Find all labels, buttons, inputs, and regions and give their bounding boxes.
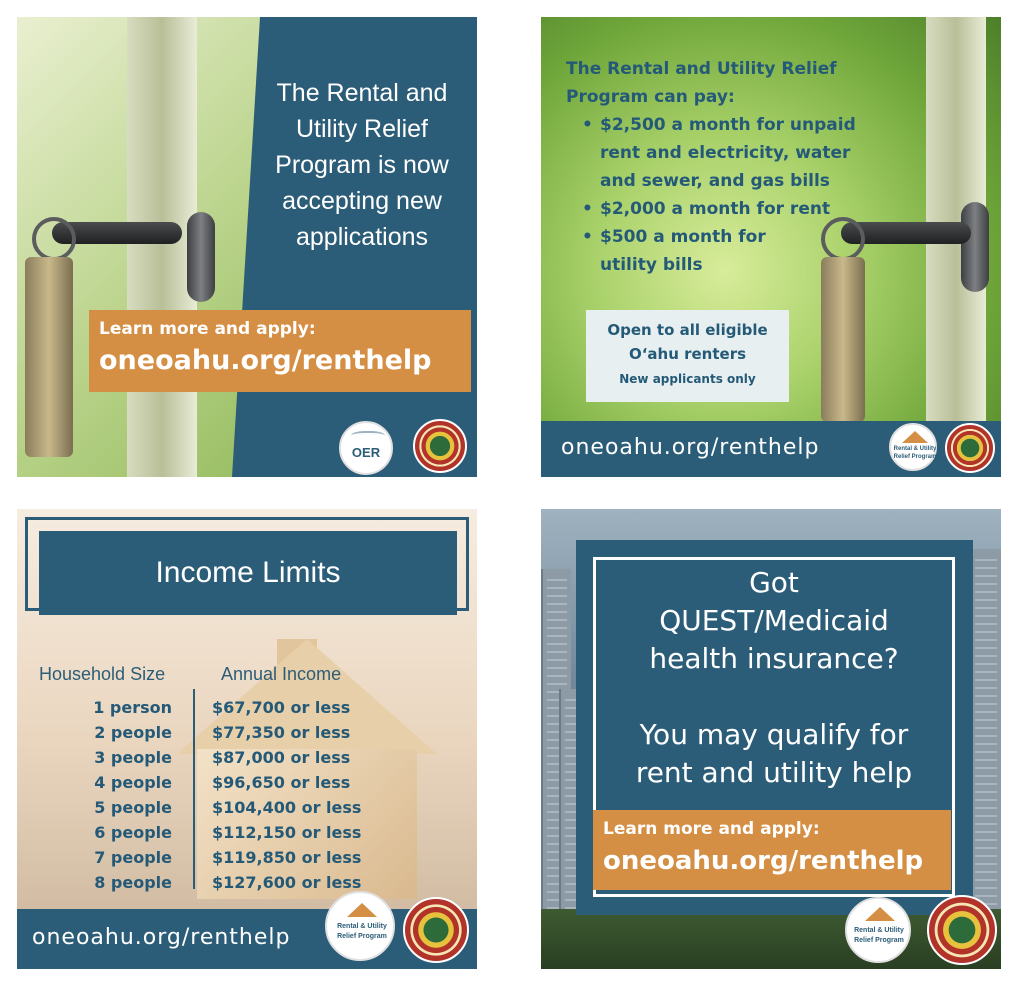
- household-size: 7 people: [94, 848, 172, 867]
- program-logo-line-1: Rental & Utility: [893, 446, 937, 452]
- household-size: 6 people: [94, 823, 172, 842]
- message-line-5: rent and utility help: [635, 756, 913, 789]
- headline: The Rental and Utility Relief Program is now accepting new applications: [275, 79, 449, 251]
- income-table: [77, 695, 417, 895]
- oer-logo-text: OER: [351, 445, 381, 460]
- annual-income: $67,700 or less: [212, 698, 351, 717]
- city-county-seal-icon: [413, 419, 467, 473]
- key-blade: [821, 257, 865, 422]
- program-logo-line-2: Relief Program: [337, 933, 387, 940]
- key-ring: [32, 217, 76, 261]
- program-logo: [325, 891, 395, 961]
- url-bar: [541, 421, 1001, 477]
- eligibility-line-1: Open to all eligible: [607, 321, 768, 339]
- message-line-2: QUEST/Medicaid: [659, 604, 889, 637]
- apply-label: Learn more and apply:: [99, 319, 316, 339]
- house-roof-icon: [902, 431, 928, 443]
- key-blade: [25, 257, 73, 457]
- door-lock: [187, 212, 215, 302]
- can-pay-text: [566, 55, 896, 279]
- program-url[interactable]: oneoahu.org/renthelp: [32, 925, 291, 950]
- household-size: 2 people: [94, 723, 172, 742]
- apply-url[interactable]: oneoahu.org/renthelp: [99, 345, 432, 376]
- household-size: 4 people: [94, 773, 172, 792]
- table-row: [77, 720, 417, 745]
- apply-callout: [593, 810, 951, 890]
- apply-url[interactable]: oneoahu.org/renthelp: [603, 846, 924, 876]
- program-logo-line-2: Relief Program: [854, 937, 904, 944]
- pay-item: • $500 a month for utility bills: [582, 223, 782, 279]
- annual-income: $112,150 or less: [212, 823, 362, 842]
- panel-quest-medicaid: [541, 509, 1001, 969]
- panel-now-accepting: [17, 17, 477, 477]
- house-roof-icon: [347, 903, 377, 917]
- household-size: 1 person: [93, 698, 172, 717]
- eligibility-line-2: O‘ahu renters: [628, 345, 747, 363]
- table-row: [77, 820, 417, 845]
- panel-program-can-pay: [541, 17, 1001, 477]
- message-line-1: Got: [749, 566, 799, 599]
- panel-income-limits: [17, 509, 477, 969]
- message-line-4: You may qualify for: [639, 718, 909, 751]
- program-logo: [889, 423, 937, 471]
- program-logo-line-2: Relief Program: [893, 454, 937, 460]
- oer-logo: [339, 421, 393, 475]
- pay-item: • $2,000 a month for rent: [582, 195, 896, 223]
- program-logo: [845, 897, 911, 963]
- apply-label: Learn more and apply:: [603, 819, 820, 839]
- program-logo-line-1: Rental & Utility: [854, 927, 904, 934]
- door-lock: [961, 202, 989, 292]
- program-url[interactable]: oneoahu.org/renthelp: [561, 435, 820, 460]
- pay-item: • $2,500 a month for unpaid rent and electricity, water and sewer, and gas bills: [582, 111, 872, 195]
- annual-income: $77,350 or less: [212, 723, 351, 742]
- annual-income: $104,400 or less: [212, 798, 362, 817]
- table-row: [77, 795, 417, 820]
- table-row: [77, 770, 417, 795]
- household-size: 8 people: [94, 873, 172, 892]
- message-line-3: health insurance?: [649, 642, 899, 675]
- table-row: [77, 695, 417, 720]
- intro-line-1: The Rental and Utility Relief: [566, 59, 837, 79]
- intro-line-2: Program can pay:: [566, 87, 735, 107]
- income-limits-title: Income Limits: [39, 531, 457, 615]
- table-row: [77, 845, 417, 870]
- annual-income: $127,600 or less: [212, 873, 362, 892]
- medicaid-message: [596, 564, 952, 792]
- city-county-seal-icon: [927, 895, 997, 965]
- household-size-header: Household Size: [39, 664, 166, 684]
- apply-callout: [89, 310, 471, 392]
- annual-income-header: Annual Income: [221, 664, 342, 684]
- household-size: 5 people: [94, 798, 172, 817]
- household-size: 3 people: [94, 748, 172, 767]
- annual-income: $96,650 or less: [212, 773, 351, 792]
- pay-list: [582, 111, 896, 279]
- oer-roof-icon: [351, 431, 385, 443]
- program-logo-line-1: Rental & Utility: [337, 923, 387, 930]
- city-county-seal-icon: [403, 897, 469, 963]
- annual-income: $87,000 or less: [212, 748, 351, 767]
- eligibility-box: [586, 310, 789, 402]
- house-roof-icon: [865, 907, 895, 921]
- city-county-seal-icon: [945, 423, 995, 473]
- annual-income: $119,850 or less: [212, 848, 362, 867]
- eligibility-line-3: New applicants only: [619, 372, 756, 386]
- url-bar: [17, 909, 477, 969]
- table-row: [77, 745, 417, 770]
